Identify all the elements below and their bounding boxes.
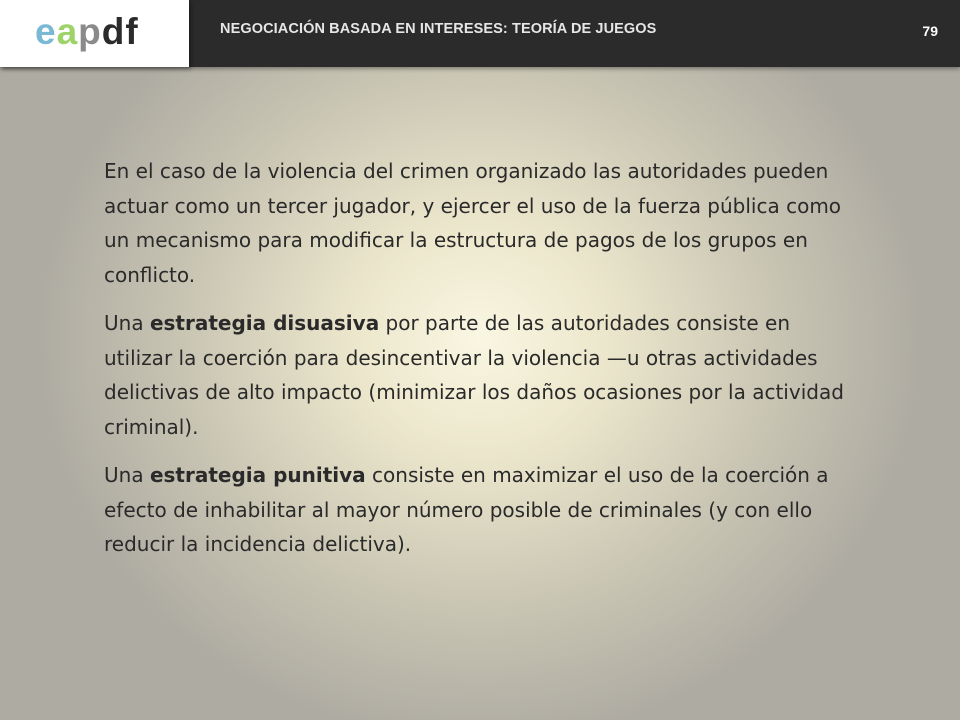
slide-title: NEGOCIACIÓN BASADA EN INTERESES: TEORÍA DE JUEGOS: [220, 21, 657, 37]
term-estrategia-disuasiva: estrategia disuasiva: [149, 311, 380, 335]
paragraph-2-text: por parte de las autoridades consiste en utilizar la coerción para desincentivar la violencia —u otras actividades delictivas de alto impacto (minimizar los daños ocasiones por la actividad criminal).: [104, 311, 844, 439]
logo-letter-a: a: [56, 11, 79, 52]
page-number: 79: [922, 23, 938, 39]
logo-letter-f: f: [125, 11, 139, 52]
logo-letter-p: p: [78, 11, 102, 52]
slide-body: [104, 154, 864, 576]
eapdf-logo: [35, 10, 139, 54]
logo-letter-d: d: [101, 11, 126, 52]
paragraph-2: [104, 306, 864, 444]
paragraph-3-text: consiste en maximizar el uso de la coerción a efecto de inhabilitar al mayor número posible de criminales (y con ello reducir la incidencia delictiva).: [104, 463, 829, 556]
logo-box: [0, 0, 189, 67]
slide-header: [0, 0, 960, 67]
paragraph-2-prefix: Una: [104, 311, 150, 335]
paragraph-1: En el caso de la violencia del crimen organizado las autoridades pueden actuar como un tercer jugador, y ejercer el uso de la fuerza pública como un mecanismo para modificar la estructura de pagos de los grupos en conflicto.: [104, 159, 842, 287]
paragraph-3-prefix: Una: [104, 463, 150, 487]
paragraph-3: [104, 458, 864, 562]
term-estrategia-punitiva: estrategia punitiva: [149, 463, 366, 487]
logo-letter-e: e: [35, 11, 57, 52]
